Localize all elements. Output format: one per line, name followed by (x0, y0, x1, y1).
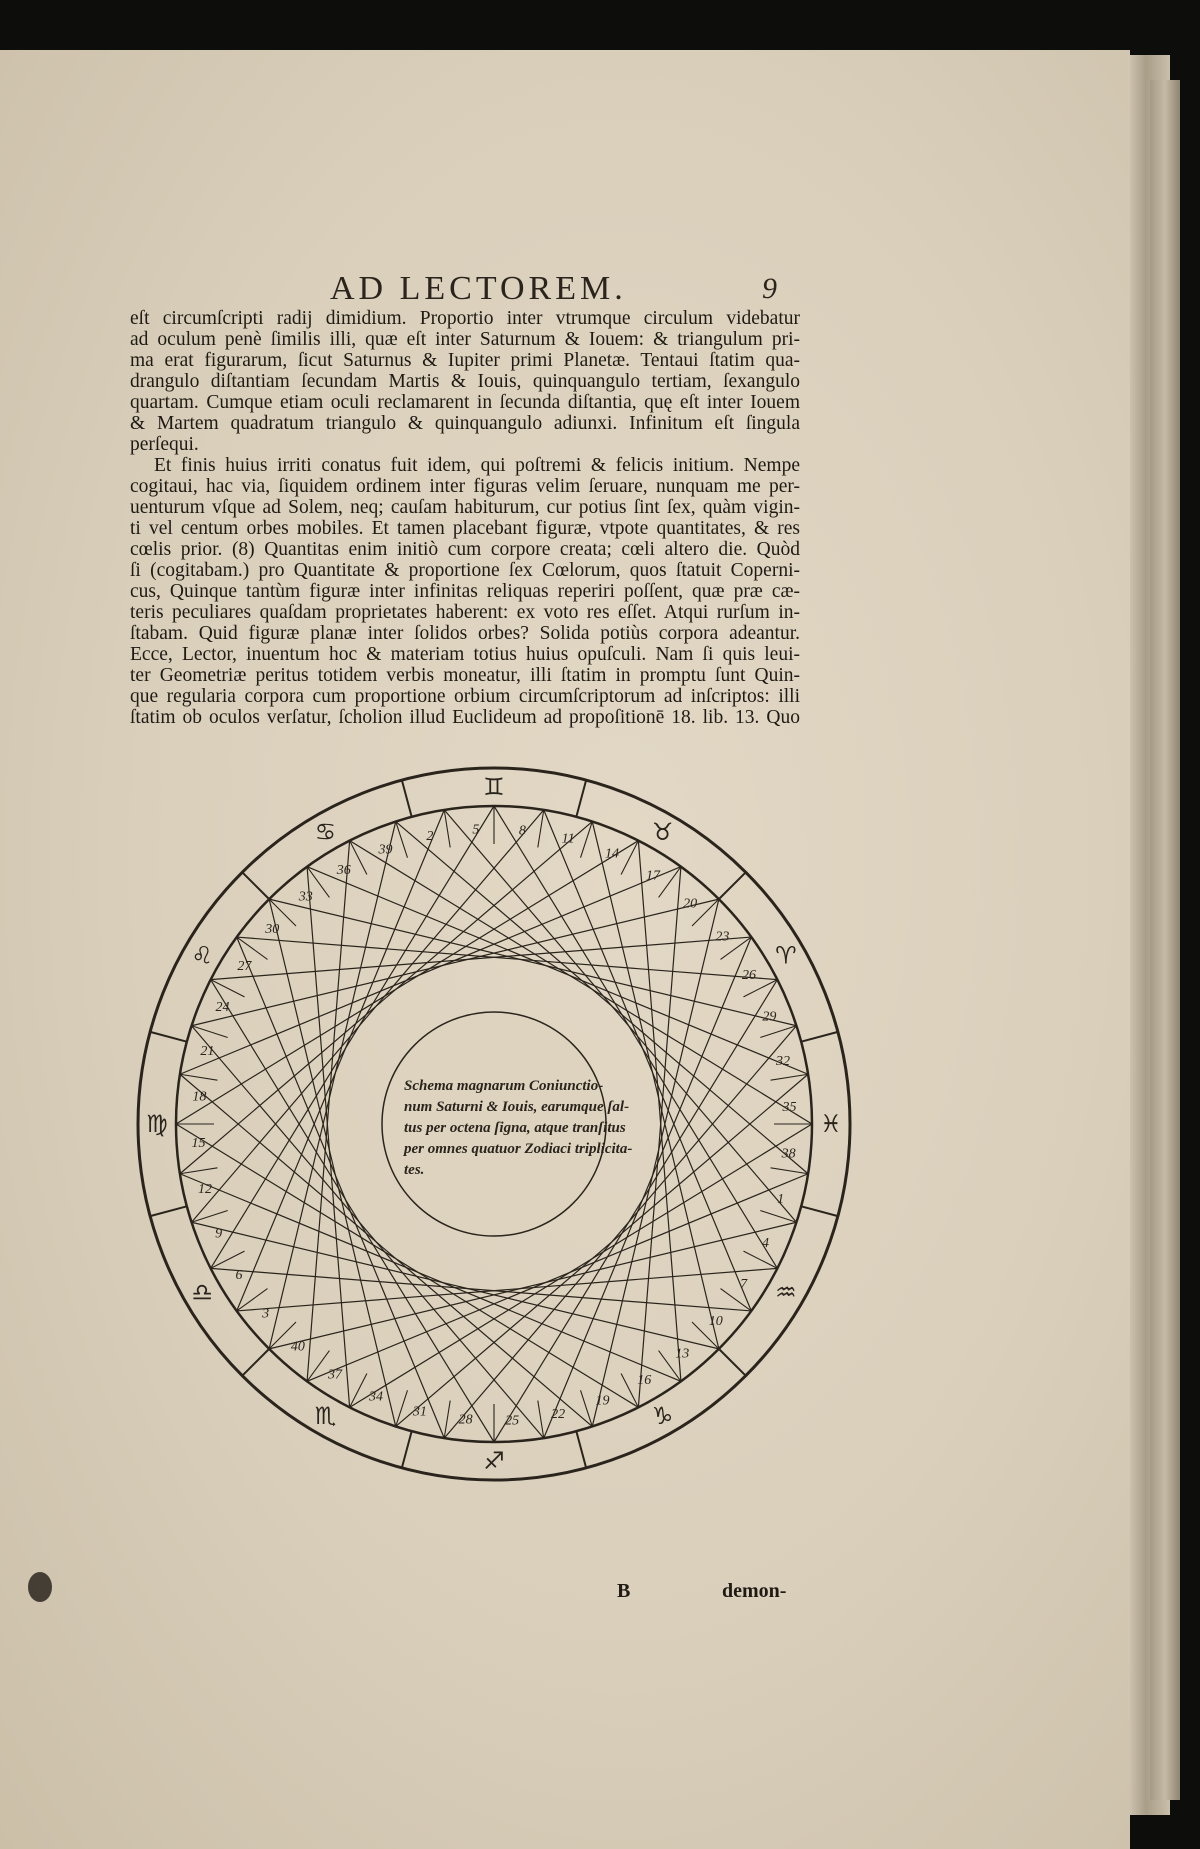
conjunction-number: 4 (761, 1236, 769, 1252)
conjunction-line (237, 1268, 778, 1311)
text-line: uenturum vſque ad Solem, neq; cauſam habiturum, cur potius ſint ſex, quàm vigin- (130, 497, 800, 518)
conjunction-number: 8 (518, 823, 526, 839)
conjunction-number: 2 (426, 829, 434, 845)
conjunction-line (192, 1222, 719, 1349)
text-line: perſequi. (130, 434, 199, 455)
zodiac-sign: ♏ (314, 1401, 337, 1430)
conjunction-number: 34 (368, 1389, 383, 1405)
conjunction-line (592, 822, 719, 1349)
conjunction-number: 27 (237, 958, 252, 974)
conjunction-line (269, 899, 396, 1426)
zodiac-divider (801, 1032, 838, 1042)
conjunction-line (211, 937, 752, 980)
text-line: Ecce, Lector, inuentum hoc & materiam totius huius opuſculi. Nam ſi quis leui- (130, 644, 800, 665)
zodiac-sign: ♎ (191, 1278, 213, 1307)
conjunction-number: 21 (200, 1043, 215, 1059)
text-line: ti vel centum orbes mobiles. Et tamen placebant figuræ, vtpote quantitates, & res (130, 518, 800, 539)
conjunction-number: 37 (327, 1367, 342, 1383)
conjunction-number: 10 (708, 1314, 723, 1330)
conjunction-number: 31 (412, 1404, 427, 1420)
zodiac-sign: ♍ (146, 1110, 168, 1138)
conjunction-line (269, 899, 796, 1026)
conjunction-line (307, 867, 350, 1408)
zodiac-sign: ♑ (651, 1401, 674, 1430)
text-line: cus, Quinque tantùm figuræ inter infinitas reliquas reperiri poſſent, quæ præ cæ- (130, 581, 800, 602)
text-line: ad oculum penè ſimilis illi, quæ eſt inter Saturnum & Iouem: & triangulum pri- (130, 329, 800, 350)
zodiac-sign: ♊ (483, 773, 505, 801)
page-number: 9 (762, 272, 777, 305)
conjunction-number: 40 (290, 1339, 305, 1355)
conjunction-number: 33 (298, 889, 313, 905)
zodiac-divider (150, 1032, 187, 1042)
diagram-caption-line: per omnes quatuor Zodiaci triplicita- (404, 1141, 633, 1157)
page-edge-shadow (1150, 80, 1180, 1800)
page-header (0, 270, 1130, 310)
conjunction-number: 12 (198, 1182, 213, 1198)
zodiac-sign: ♋ (314, 818, 337, 847)
conjunction-number: 19 (595, 1393, 610, 1409)
conjunction-line (307, 841, 350, 1382)
text-line: eſt circumſcripti radij dimidium. Proportio inter vtrumque circulum videbatur (130, 308, 800, 329)
conjunction-line (269, 1222, 796, 1349)
conjunction-line (638, 867, 681, 1408)
diagram-caption-line: Schema magnarum Coniunctio- (404, 1078, 604, 1094)
text-line: & Martem quadratum triangulo & quinquangulo adiunxi. Infinitum eſt ſingula (130, 413, 800, 434)
conjunction-line (211, 1268, 752, 1311)
conjunction-number: 38 (781, 1146, 796, 1162)
text-line: ſtatim ob oculos verſatur, ſcholion illud Euclideum ad propoſitionē 18. lib. 13. Quo (130, 707, 800, 728)
conjunction-number: 9 (215, 1226, 223, 1242)
zodiac-sign: ♉ (651, 818, 674, 847)
conjunction-diagram (128, 758, 860, 1490)
text-line: Et finis huius irriti conatus fuit idem, qui poſtremi & felicis initium. Nempe (154, 455, 800, 476)
conjunction-number: 17 (646, 868, 661, 884)
diagram-caption-line: tus per octena ſigna, atque tranſitus (404, 1120, 626, 1136)
conjunction-line (269, 822, 396, 1349)
text-line: quartam. Cumque etiam oculi reclamarent in ſecunda diſtantia, quę eſt inter Iouem (130, 392, 800, 413)
zodiac-divider (719, 1349, 746, 1376)
ink-blot (28, 1572, 52, 1602)
zodiac-sign: ♌ (191, 941, 213, 970)
text-line: teris peculiares quaſdam proprietates haberent: ex voto res eſſet. Atqui rurſum in- (130, 602, 800, 623)
conjunction-number: 30 (265, 921, 280, 937)
catchword: demon- (722, 1580, 787, 1602)
zodiac-divider (719, 872, 746, 899)
conjunction-number: 5 (472, 822, 480, 838)
conjunction-number: 39 (378, 842, 393, 858)
conjunction-number: 15 (191, 1136, 206, 1152)
text-line: ma erat figurarum, ſicut Saturnus & Iupiter primi Planetæ. Tentaui ſtatim qua- (130, 350, 800, 371)
conjunction-number: 35 (782, 1099, 797, 1115)
conjunction-number: 11 (561, 831, 575, 847)
diagram-caption-line: num Saturni & Iouis, earumque ſal- (404, 1099, 630, 1115)
text-line: drangulo diſtantiam ſecundam Martis & Iouis, quinquangulo tertiam, ſexangulo (130, 371, 800, 392)
text-line: cœlis prior. (8) Quantitas enim initiò cum corpore creata; cœli altero die. Quòd (130, 539, 800, 560)
signature-mark: B (617, 1580, 631, 1602)
conjunction-number: 26 (742, 967, 757, 983)
conjunction-number: 23 (715, 929, 730, 945)
zodiac-divider (402, 780, 412, 817)
conjunction-number: 32 (775, 1053, 790, 1069)
conjunction-line (592, 899, 719, 1426)
conjunction-number: 7 (740, 1277, 748, 1293)
conjunction-number: 18 (192, 1089, 207, 1105)
zodiac-divider (242, 872, 269, 899)
conjunction-line (237, 937, 778, 980)
zodiac-divider (150, 1206, 187, 1216)
conjunction-number: 6 (235, 1268, 243, 1284)
conjunction-number: 22 (551, 1406, 566, 1422)
text-line: ſtabam. Quid figuræ planæ inter ſolidos orbes? Solida potiùs corpora adeantur. (130, 623, 800, 644)
conjunction-number: 16 (637, 1373, 652, 1389)
conjunction-number: 25 (505, 1413, 520, 1429)
conjunction-line (638, 841, 681, 1382)
zodiac-sign: ♒ (775, 1278, 797, 1307)
conjunction-number: 1 (777, 1192, 785, 1208)
diagram-caption-line: tes. (404, 1162, 425, 1178)
conjunction-number: 14 (605, 846, 620, 862)
zodiac-sign: ♓ (820, 1110, 842, 1138)
zodiac-divider (576, 780, 586, 817)
conjunction-number: 28 (458, 1412, 473, 1428)
text-line: cogitaui, hac via, ſiquidem ordinem inter figuras velim ſeruare, nunquam me per- (130, 476, 800, 497)
conjunction-number: 20 (683, 896, 698, 912)
conjunction-number: 36 (336, 862, 351, 878)
zodiac-divider (242, 1349, 269, 1376)
zodiac-divider (801, 1206, 838, 1216)
conjunction-line (192, 899, 719, 1026)
conjunction-number: 3 (262, 1306, 270, 1322)
conjunction-number: 13 (675, 1346, 690, 1362)
zodiac-divider (576, 1431, 586, 1468)
body-text (130, 308, 800, 728)
zodiac-divider (402, 1431, 412, 1468)
running-title: AD LECTOREM. (330, 270, 627, 307)
conjunction-number: 24 (215, 999, 230, 1015)
text-line: que regularia corpora cum proportione orbium circumſcriptorum ad inſcriptos: illi (130, 686, 800, 707)
zodiac-sign: ♐ (483, 1447, 505, 1475)
text-line: ſi (cogitabam.) pro Quantitate & proportione ſex Cœlorum, quos ſtatuit Coperni- (130, 560, 800, 581)
text-line: ter Geometriæ peritus totidem verbis moneatur, illi ſtatim in promptu ſunt Quin- (130, 665, 800, 686)
zodiac-sign: ♈ (775, 941, 797, 970)
conjunction-number: 29 (762, 1009, 777, 1025)
